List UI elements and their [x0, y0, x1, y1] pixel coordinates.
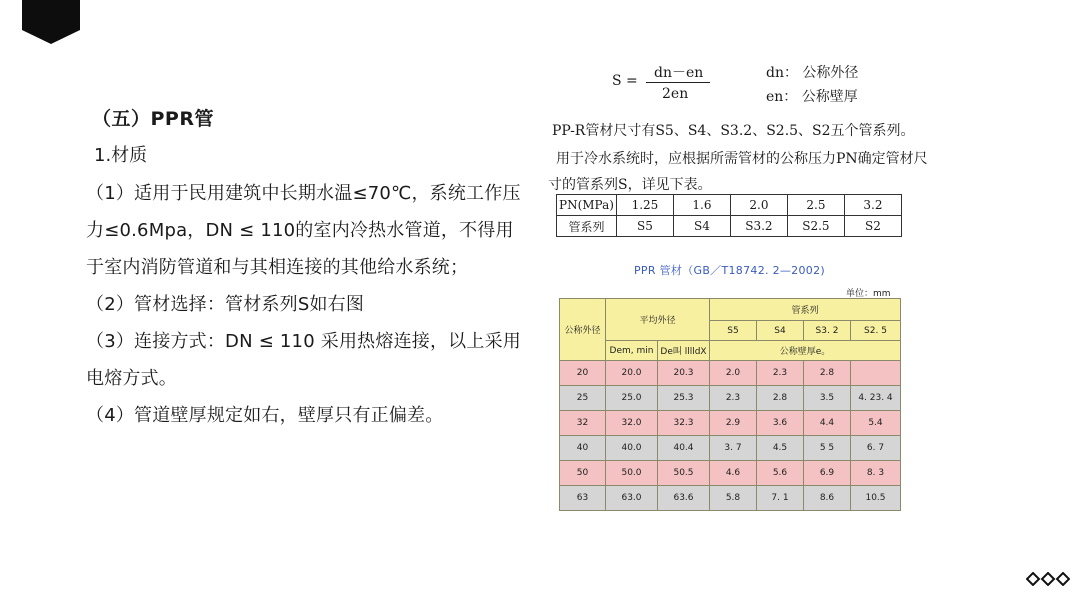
table-cell: 32.0	[606, 411, 658, 436]
pn-series-table	[556, 194, 902, 237]
table-cell: 7. 1	[757, 486, 804, 511]
header-series-s2-5: S2. 5	[851, 321, 901, 341]
header-dem-max: De叫 lllldX	[658, 341, 710, 361]
header-series-s3-2: S3. 2	[804, 321, 851, 341]
header-series-s5: S5	[710, 321, 757, 341]
table-cell: 40.4	[658, 436, 710, 461]
fraction-line	[646, 82, 710, 83]
formula-denominator: 2en	[662, 86, 689, 102]
table-cell: 63.6	[658, 486, 710, 511]
paragraph-1: （1）适用于民用建筑中长期水温≤70℃，系统工作压力≤0.6Mpa，DN ≤ 110的室内冷热水管道，不得用于室内消防管道和与其相连接的其他给水系统；	[86, 183, 521, 278]
table-cell: 3.6	[757, 411, 804, 436]
unit-label: 单位：mm	[846, 289, 891, 299]
table-cell: 2.3	[710, 386, 757, 411]
table-row	[560, 436, 901, 461]
table-cell: 32	[560, 411, 606, 436]
table-cell	[851, 361, 901, 386]
table-cell: 5.8	[710, 486, 757, 511]
table-cell: S4	[673, 216, 730, 237]
section-heading: （五）PPR管	[92, 108, 214, 130]
table-cell: 2.8	[804, 361, 851, 386]
description-line-3: 寸的管系列S，详见下表。	[548, 177, 712, 193]
table-cell: 6. 7	[851, 436, 901, 461]
table-cell: 50.5	[658, 461, 710, 486]
table-row	[560, 411, 901, 436]
header-dem-min: Dem, min	[606, 341, 658, 361]
table-row	[560, 361, 901, 386]
table-cell: 4.4	[804, 411, 851, 436]
table-cell: S2.5	[787, 216, 844, 237]
table-cell: 1.6	[673, 195, 730, 216]
table-cell: 63	[560, 486, 606, 511]
table-row	[560, 486, 901, 511]
table-cell: 1.25	[616, 195, 673, 216]
material-subheading: 1.材质	[94, 145, 148, 166]
table-cell: 25	[560, 386, 606, 411]
table-cell: 4. 23. 4	[851, 386, 901, 411]
ppr-dimension-table	[559, 298, 901, 511]
paragraph-3: （3）连接方式：DN ≤ 110 采用热熔连接，以上采用电熔方式。	[86, 331, 521, 389]
table-cell: 5.6	[757, 461, 804, 486]
table-cell: 5 5	[804, 436, 851, 461]
table-cell: 2.3	[757, 361, 804, 386]
table-cell: 50.0	[606, 461, 658, 486]
ppr-table-title: PPR 管材（GB／T18742. 2—2002)	[634, 264, 825, 277]
table-cell: 25.3	[658, 386, 710, 411]
table-cell: 8. 3	[851, 461, 901, 486]
formula-numerator: dn－en	[654, 65, 704, 81]
table-row	[560, 386, 901, 411]
paragraph-4: （4）管道壁厚规定如右，壁厚只有正偏差。	[86, 405, 444, 426]
table-cell: 32.3	[658, 411, 710, 436]
table-header-row	[560, 341, 901, 361]
table-cell: 40.0	[606, 436, 658, 461]
table-cell: 4.5	[757, 436, 804, 461]
table-cell: 2.9	[710, 411, 757, 436]
table-cell: 管系列	[557, 216, 617, 237]
text-column	[86, 104, 526, 434]
table-cell: 63.0	[606, 486, 658, 511]
paragraph-2: （2）管材选择：管材系列S如右图	[86, 294, 365, 315]
table-cell: 6.9	[804, 461, 851, 486]
table-cell: 5.4	[851, 411, 901, 436]
formula	[550, 58, 950, 108]
table-cell: 40	[560, 436, 606, 461]
table-cell: 25.0	[606, 386, 658, 411]
series-row	[557, 216, 902, 237]
table-header-row	[560, 299, 901, 321]
table-cell: 3. 7	[710, 436, 757, 461]
corner-tab-icon	[22, 0, 80, 44]
description-line-2: 用于冷水系统时，应根据所需管材的公称压力PN确定管材尺	[556, 151, 928, 167]
formula-definition-dn: dn： 公称外径	[766, 65, 859, 81]
header-series-s4: S4	[757, 321, 804, 341]
diamonds-icon	[1026, 571, 1070, 585]
table-cell: 50	[560, 461, 606, 486]
table-cell: 2.0	[730, 195, 787, 216]
table-cell: S3.2	[730, 216, 787, 237]
pn-row	[557, 195, 902, 216]
table-cell: 20.3	[658, 361, 710, 386]
header-wall-thickness: 公称壁厚e。	[710, 341, 901, 361]
formula-definition-en: en： 公称壁厚	[766, 89, 858, 105]
table-cell: 4.6	[710, 461, 757, 486]
table-cell: 2.8	[757, 386, 804, 411]
table-cell: PN(MPa)	[557, 195, 617, 216]
header-avg-outer-diameter: 平均外径	[606, 299, 710, 341]
table-cell: S5	[616, 216, 673, 237]
table-cell: 10.5	[851, 486, 901, 511]
description-line-1: PP-R管材尺寸有S5、S4、S3.2、S2.5、S2五个管系列。	[552, 123, 915, 139]
header-pipe-series: 管系列	[710, 299, 901, 321]
table-cell: 20.0	[606, 361, 658, 386]
table-row	[560, 461, 901, 486]
table-cell: 3.5	[804, 386, 851, 411]
table-cell: 2.0	[710, 361, 757, 386]
table-cell: S2	[844, 216, 901, 237]
table-cell: 20	[560, 361, 606, 386]
header-outer-diameter: 公称外径	[560, 299, 606, 361]
table-cell: 3.2	[844, 195, 901, 216]
formula-lhs: S =	[612, 73, 638, 89]
table-cell: 8.6	[804, 486, 851, 511]
table-cell: 2.5	[787, 195, 844, 216]
